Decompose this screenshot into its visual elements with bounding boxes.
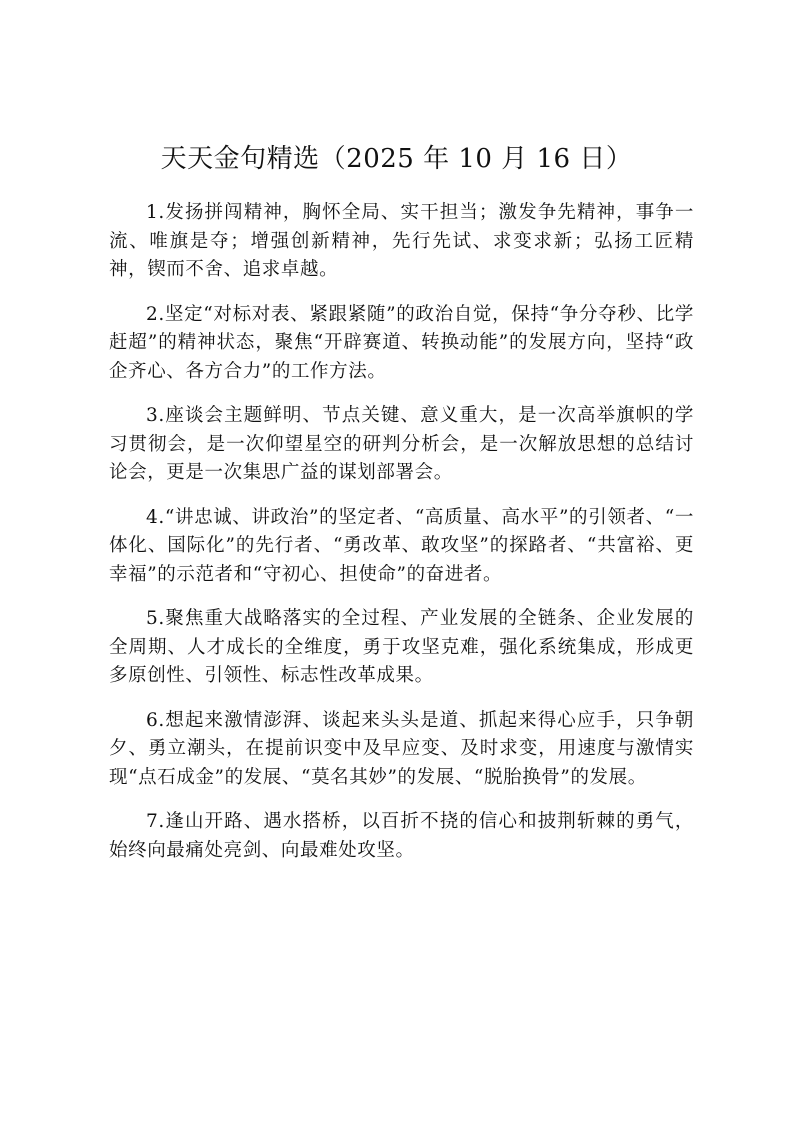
document-title: 天天金句精选（2025 年 10 月 16 日）: [160, 144, 633, 174]
paragraph-2: 2.坚定“对标对表、紧跟紧随”的政治自觉，保持“争分夺秒、比学赶超”的精神状态，聚焦“开辟赛道、转换动能”的发展方向，坚持“政企齐心、各方合力”的工作方法。: [109, 303, 694, 382]
paragraph-3: 3.座谈会主题鲜明、节点关键、意义重大，是一次高举旗帜的学习贯彻会，是一次仰望星空的研判分析会，是一次解放思想的总结讨论会，更是一次集思广益的谋划部署会。: [109, 405, 694, 483]
paragraph-6: 6.想起来激情澎湃、谈起来头头是道、抓起来得心应手，只争朝夕、勇立潮头，在提前识变中及早应变、及时求变，用速度与激情实现“点石成金”的发展、“莫名其妙”的发展、“脱胎换骨”的发展。: [109, 709, 694, 788]
paragraph-4: 4.“讲忠诚、讲政治”的坚定者、“高质量、高水平”的引领者、“一体化、国际化”的先行者、“勇改革、敢攻坚”的探路者、“共富裕、更幸福”的示范者和“守初心、担使命”的奋进者。: [109, 506, 694, 585]
paragraph-7: 7.逢山开路、遇水搭桥，以百折不挠的信心和披荆斩棘的勇气，始终向最痛处亮剑、向最难处攻坚。: [109, 811, 694, 861]
paragraph-1: 1.发扬拼闯精神，胸怀全局、实干担当；激发争先精神，事争一流、唯旗是夺；增强创新精神，先行先试、求变求新；弘扬工匠精神，锲而不舍、追求卓越。: [109, 202, 694, 280]
document-body: [109, 199, 694, 881]
paragraph-5: 5.聚焦重大战略落实的全过程、产业发展的全链条、企业发展的全周期、人才成长的全维度，勇于攻坚克难，强化系统集成，形成更多原创性、引领性、标志性改革成果。: [109, 608, 694, 686]
